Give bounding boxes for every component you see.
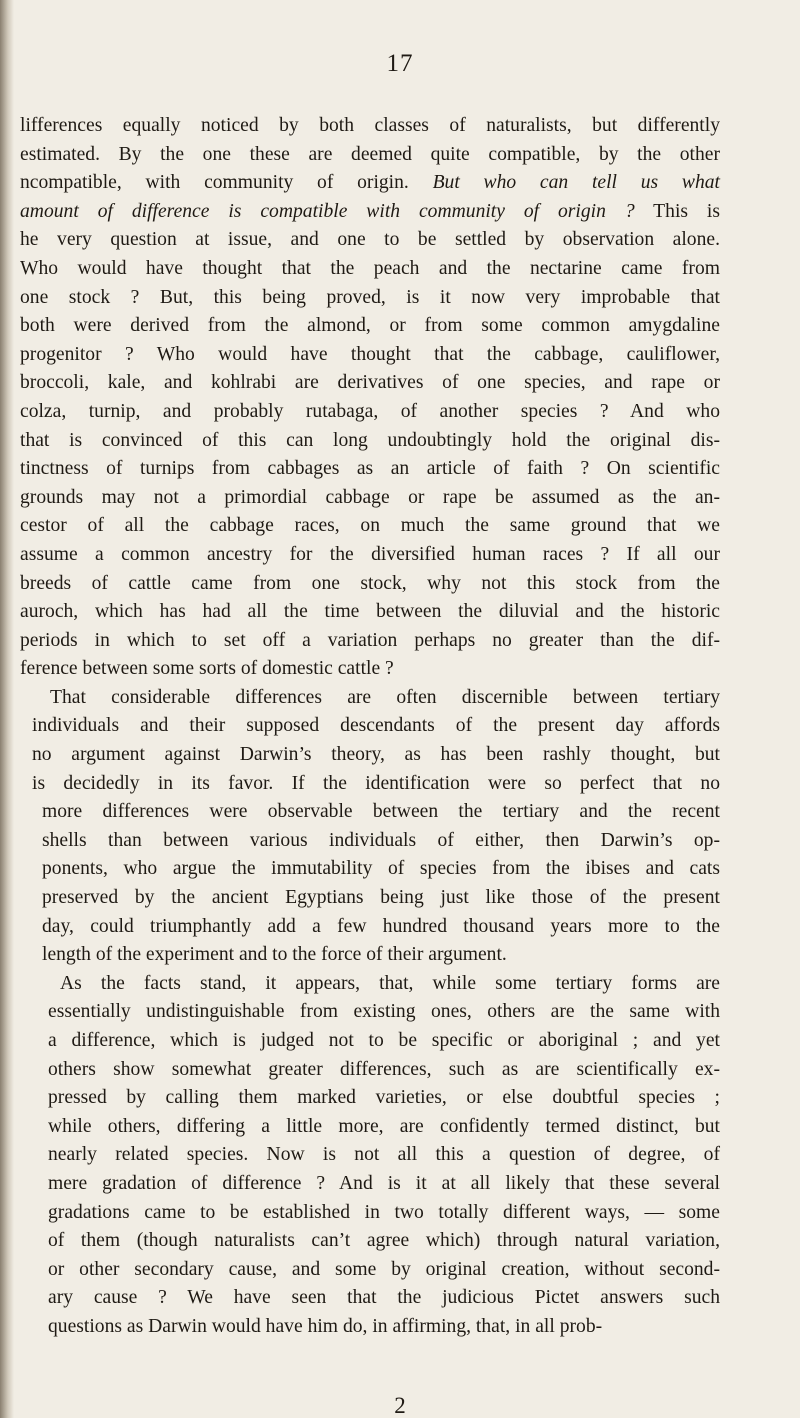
text-line: assume a common ancestry for the diversified human races ? If all our [20, 543, 720, 565]
text-line: pressed by calling them marked varieties, or else doubtful species ; [48, 1087, 720, 1109]
text-line: breeds of cattle came from one stock, why not this stock from the [20, 572, 720, 594]
text-line: no argument against Darwin’s theory, as has been rashly thought, but [32, 744, 720, 766]
paragraph-2 [20, 684, 720, 970]
text-line: ncompatible, with community of origin. But who can tell us what [20, 172, 720, 194]
text-line: shells than between various individuals of either, then Darwin’s op- [42, 829, 720, 851]
text-line: both were derived from the almond, or from some common amygdaline [20, 315, 720, 337]
text-line: amount of difference is compatible with community of origin ? This is [20, 200, 720, 222]
text-line: individuals and their supposed descendants of the present day affords [32, 715, 720, 737]
text-line: one stock ? But, this being proved, is it now very improbable that [20, 286, 720, 308]
text-line: cestor of all the cabbage races, on much the same ground that we [20, 515, 720, 537]
text-line: or other secondary cause, and some by original creation, without second- [48, 1258, 720, 1280]
text-line: questions as Darwin would have him do, in affirming, that, in all prob- [48, 1315, 603, 1337]
text-line: nearly related species. Now is not all this a question of degree, of [48, 1144, 720, 1166]
text-line: lifferences equally noticed by both classes of naturalists, but differently [20, 115, 720, 136]
text-line: that is convinced of this can long undoubtingly hold the original dis- [20, 429, 720, 451]
paragraph-1 [20, 112, 720, 684]
text-line: ference between some sorts of domestic cattle ? [20, 658, 394, 680]
signature-mark: 2 [394, 1393, 406, 1418]
text-line: auroch, which has had all the time between the diluvial and the historic [20, 601, 720, 623]
page-number: 17 [386, 50, 414, 77]
text-line: estimated. By the one these are deemed quite compatible, by the other [20, 143, 720, 165]
text-line: day, could triumphantly add a few hundred thousand years more to the [42, 915, 720, 937]
text-line: periods in which to set off a variation perhaps no greater than the dif- [20, 629, 720, 651]
text-line: colza, turnip, and probably rutabaga, of another species ? And who [20, 400, 720, 422]
body-text [20, 112, 720, 1342]
text-line: mere gradation of difference ? And is it at all likely that these several [48, 1172, 720, 1194]
text-line: broccoli, kale, and kohlrabi are derivatives of one species, and rape or [20, 372, 720, 394]
text-line: grounds may not a primordial cabbage or rape be assumed as the an- [20, 486, 720, 508]
text-line: That considerable differences are often discernible between tertiary [50, 686, 720, 708]
text-line: tinctness of turnips from cabbages as an article of faith ? On scientific [20, 458, 720, 480]
text-line: preserved by the ancient Egyptians being just like those of the present [42, 887, 720, 909]
text-line: length of the experiment and to the force of their argument. [42, 944, 507, 966]
text-line: others show somewhat greater differences, such as are scientifically ex- [48, 1058, 720, 1080]
text-line: ponents, who argue the immutability of species from the ibises and cats [42, 858, 720, 880]
binding-gutter-shadow [0, 0, 14, 1418]
text-line: progenitor ? Who would have thought that the cabbage, cauliflower, [20, 343, 720, 365]
paragraph-3 [20, 970, 720, 1342]
text-line: Who would have thought that the peach and the nectarine came from [20, 257, 720, 279]
text-line: ary cause ? We have seen that the judicious Pictet answers such [48, 1287, 720, 1309]
text-line: As the facts stand, it appears, that, while some tertiary forms are [60, 972, 720, 994]
text-line: a difference, which is judged not to be specific or aboriginal ; and yet [48, 1030, 720, 1051]
text-line: of them (though naturalists can’t agree which) through natural variation, [48, 1230, 720, 1252]
text-line: gradations came to be established in two totally different ways, — some [48, 1201, 720, 1223]
text-line: while others, differing a little more, are confidently termed distinct, but [48, 1115, 720, 1137]
text-line: essentially undistinguishable from existing ones, others are the same with [48, 1001, 720, 1023]
text-line: is decidedly in its favor. If the identification were so perfect that no [32, 772, 720, 794]
text-line: he very question at issue, and one to be settled by observation alone. [20, 229, 720, 251]
text-line: more differences were observable between the tertiary and the recent [42, 801, 720, 823]
